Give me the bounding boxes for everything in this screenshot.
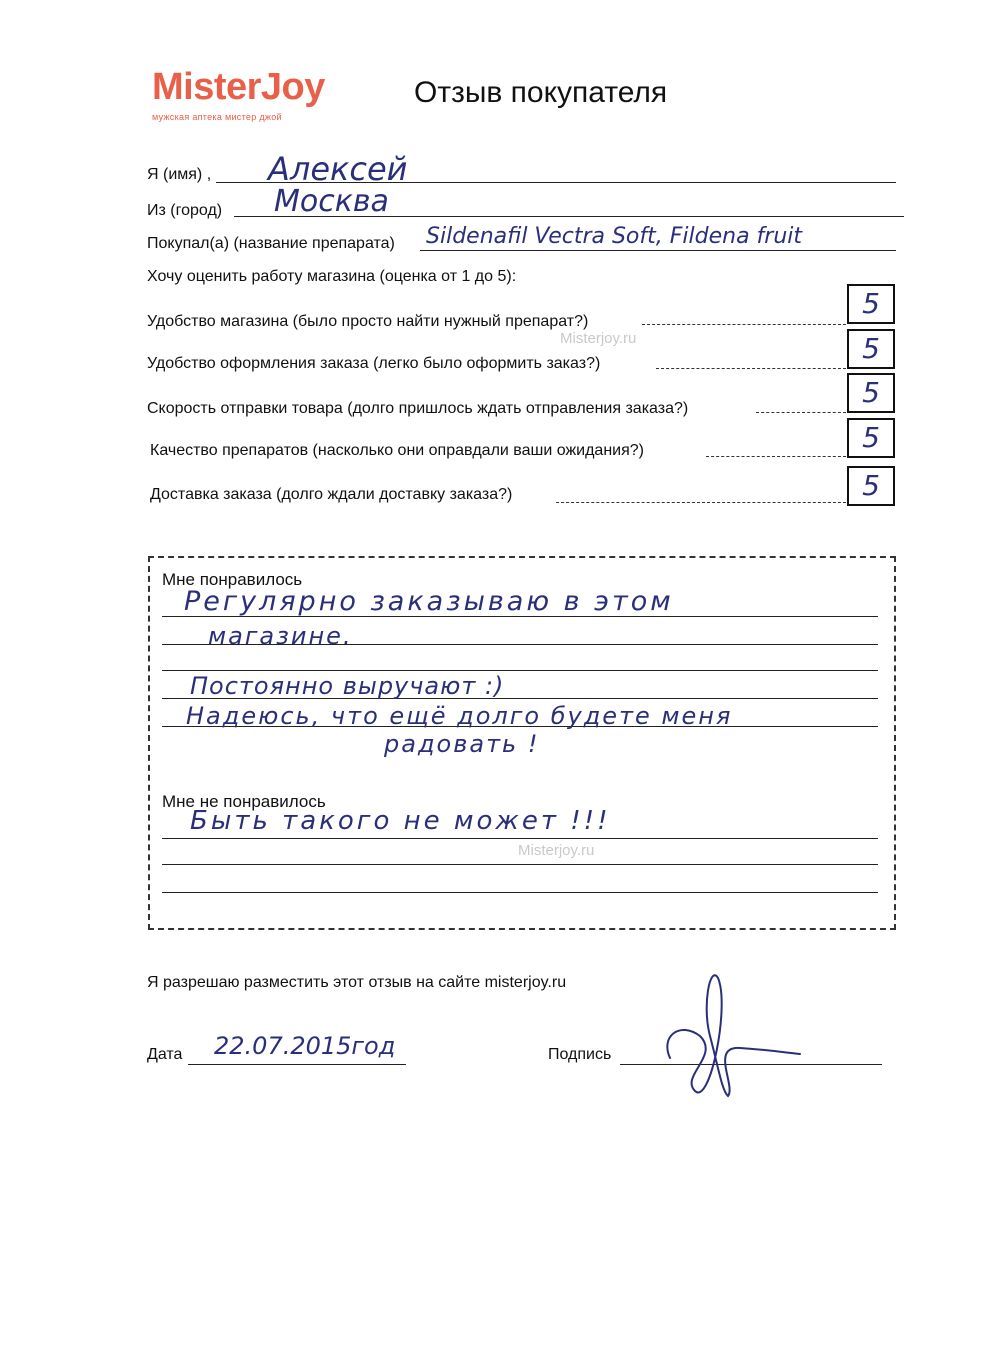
score-value-4: 5 [862,421,880,454]
product-label: Покупал(а) (название препарата) [147,235,395,252]
consent-text: Я разрешаю разместить этот отзыв на сайте misterjoy.ru [147,974,567,991]
liked-line-4: Постоянно выручают :) [190,672,505,700]
brand-tagline: мужская аптека мистер джой [152,112,282,122]
disliked-rule-1 [162,838,878,839]
city-label: Из (город) [147,202,223,219]
liked-line-1: Регулярно заказываю в этом [184,586,674,617]
score-box-3 [847,373,895,413]
name-value: Алексей [268,150,408,188]
score-value-5: 5 [862,469,880,502]
disliked-rule-2 [162,864,878,865]
score-value-3: 5 [862,376,880,409]
watermark-1: Misterjoy.ru [560,330,637,347]
disliked-line-1: Быть такого не может !!! [190,806,611,836]
rating-dashes-4 [706,442,846,457]
score-value-1: 5 [862,287,880,320]
rating-label-3: Скорость отправки товара (долго пришлось ждать отправления заказа?) [147,400,689,417]
score-box-1 [847,284,895,324]
score-box-5 [847,466,895,506]
disliked-rule-3 [162,892,878,893]
score-box-2 [847,329,895,369]
rating-label-1: Удобство магазина (было просто найти нужный препарат?) [147,313,589,330]
liked-line-6: радовать ! [384,730,540,758]
rating-dashes-2 [656,354,846,369]
page-title: Отзыв покупателя [414,76,668,109]
liked-line-5: Надеюсь, что ещё долго будете меня [186,702,733,730]
watermark-2: Misterjoy.ru [518,842,595,859]
rating-dashes-1 [642,310,846,325]
liked-line-2: магазине. [208,622,353,650]
rating-label-5: Доставка заказа (долго ждали доставку заказа?) [150,486,513,503]
rating-label-2: Удобство оформления заказа (легко было оформить заказ?) [147,355,601,372]
date-label: Дата [147,1046,183,1063]
liked-rule-3 [162,670,878,671]
brand-logo: MisterJoy [152,66,325,108]
date-value: 22.07.2015год [214,1032,396,1060]
liked-heading: Мне понравилось [162,570,303,589]
handwritten-signature [640,966,840,1116]
disliked-heading: Мне не понравилось [162,792,326,811]
rating-heading: Хочу оценить работу магазина (оценка от 1 до 5): [147,268,517,285]
score-box-4 [847,418,895,458]
rating-dashes-3 [756,398,846,413]
city-value: Москва [274,184,389,219]
score-value-2: 5 [862,332,880,365]
rating-dashes-5 [556,488,846,503]
rating-label-4: Качество препаратов (насколько они оправдали ваши ожидания?) [150,442,644,459]
signature-label: Подпись [548,1046,612,1063]
name-label: Я (имя) , [147,166,212,183]
product-value: Sildenafil Vectra Soft, Fildena fruit [426,224,803,249]
